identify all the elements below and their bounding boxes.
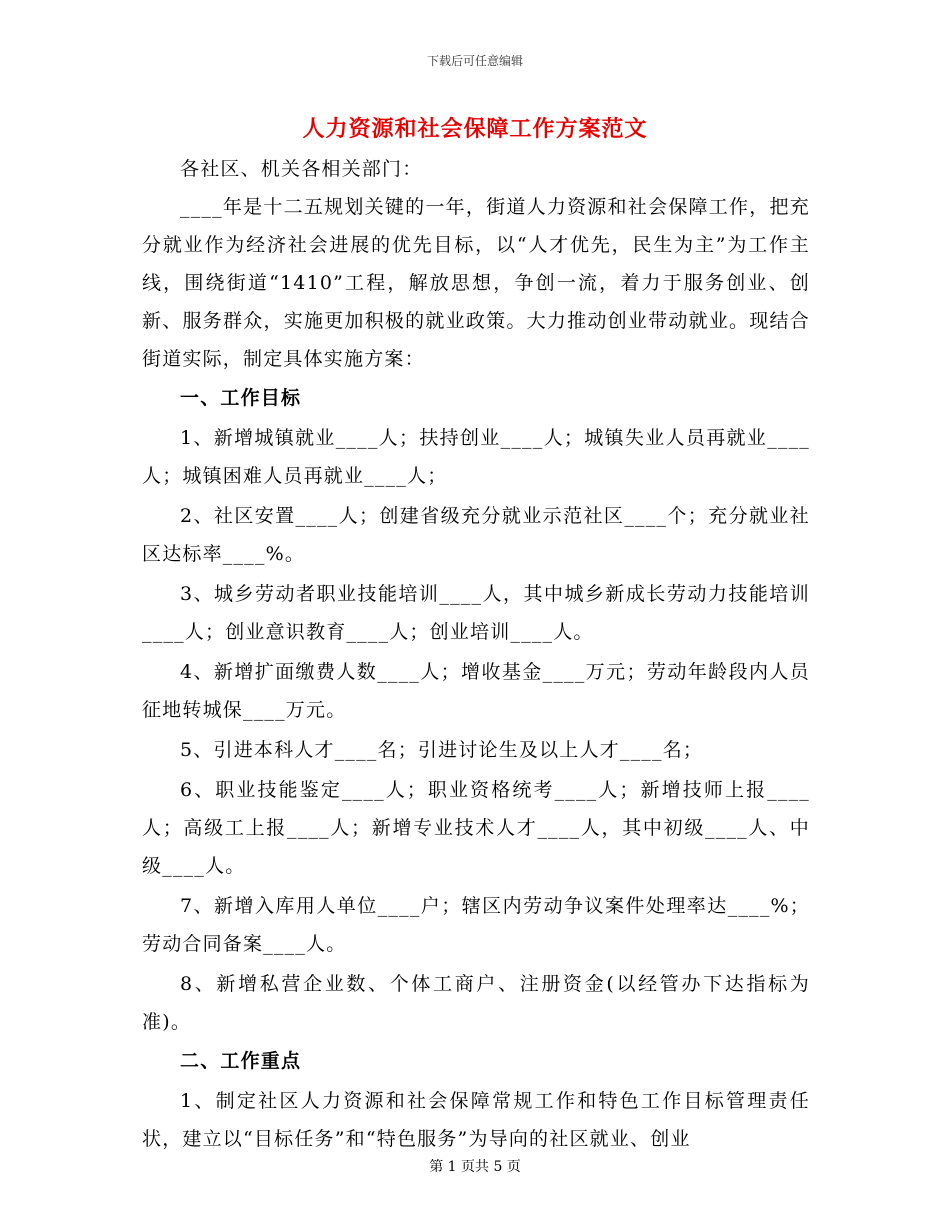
goal-item-1: 1、新增城镇就业____人；扶持创业____人；城镇失业人员再就业____人；城镇困难人员再就业____人； [142,427,810,487]
goal-item-4: 4、新增扩面缴费人数____人；增收基金____万元；劳动年龄段内人员征地转城保____万元。 [142,661,810,721]
section-heading-work-focus: 二、工作重点 [180,1050,302,1072]
goal-item-8: 8、新增私营企业数、个体工商户、注册资金(以经管办下达指标为准)。 [142,973,810,1033]
goal-item-6: 6、职业技能鉴定____人；职业资格统考____人；新增技师上报____人；高级工上报____人；新增专业技术人才____人，其中初级____人、中级____人。 [142,779,810,877]
goal-item-2: 2、社区安置____人；创建省级充分就业示范社区____个；充分就业社区达标率____%。 [142,505,810,565]
section-heading-work-goals: 一、工作目标 [180,387,302,409]
header-note: 下载后可任意编辑 [426,54,523,68]
document-title: 人力资源和社会保障工作方案范文 [302,116,648,142]
page-footer: 第 1 页共 5 页 [429,1159,521,1175]
intro-paragraph: ____年是十二五规划关键的一年，街道人力资源和社会保障工作，把充分就业作为经济社会进展的优先目标，以“人才优先，民生为主”为工作主线，围绕街道“1410”工程，解放思想，争创一流，着力于服务创业、创新、服务群众，实施更加积极的就业政策。大力推动创业带动就业。现结合街道实际，制定具体实施方案： [142,196,810,370]
salutation: 各社区、机关各相关部门： [180,158,423,180]
document-body [142,150,810,1158]
goal-item-5: 5、引进本科人才____名；引进讨论生及以上人才____名； [180,739,704,761]
focus-item-1: 1、制定社区人力资源和社会保障常规工作和特色工作目标管理责任状，建立以“目标任务”和“特色服务”为导向的社区就业、创业 [142,1090,810,1150]
goal-item-7: 7、新增入库用人单位____户；辖区内劳动争议案件处理率达____%；劳动合同备案____人。 [142,895,810,955]
goal-item-3: 3、城乡劳动者职业技能培训____人，其中城乡新成长劳动力技能培训____人；创业意识教育____人；创业培训____人。 [142,583,810,643]
